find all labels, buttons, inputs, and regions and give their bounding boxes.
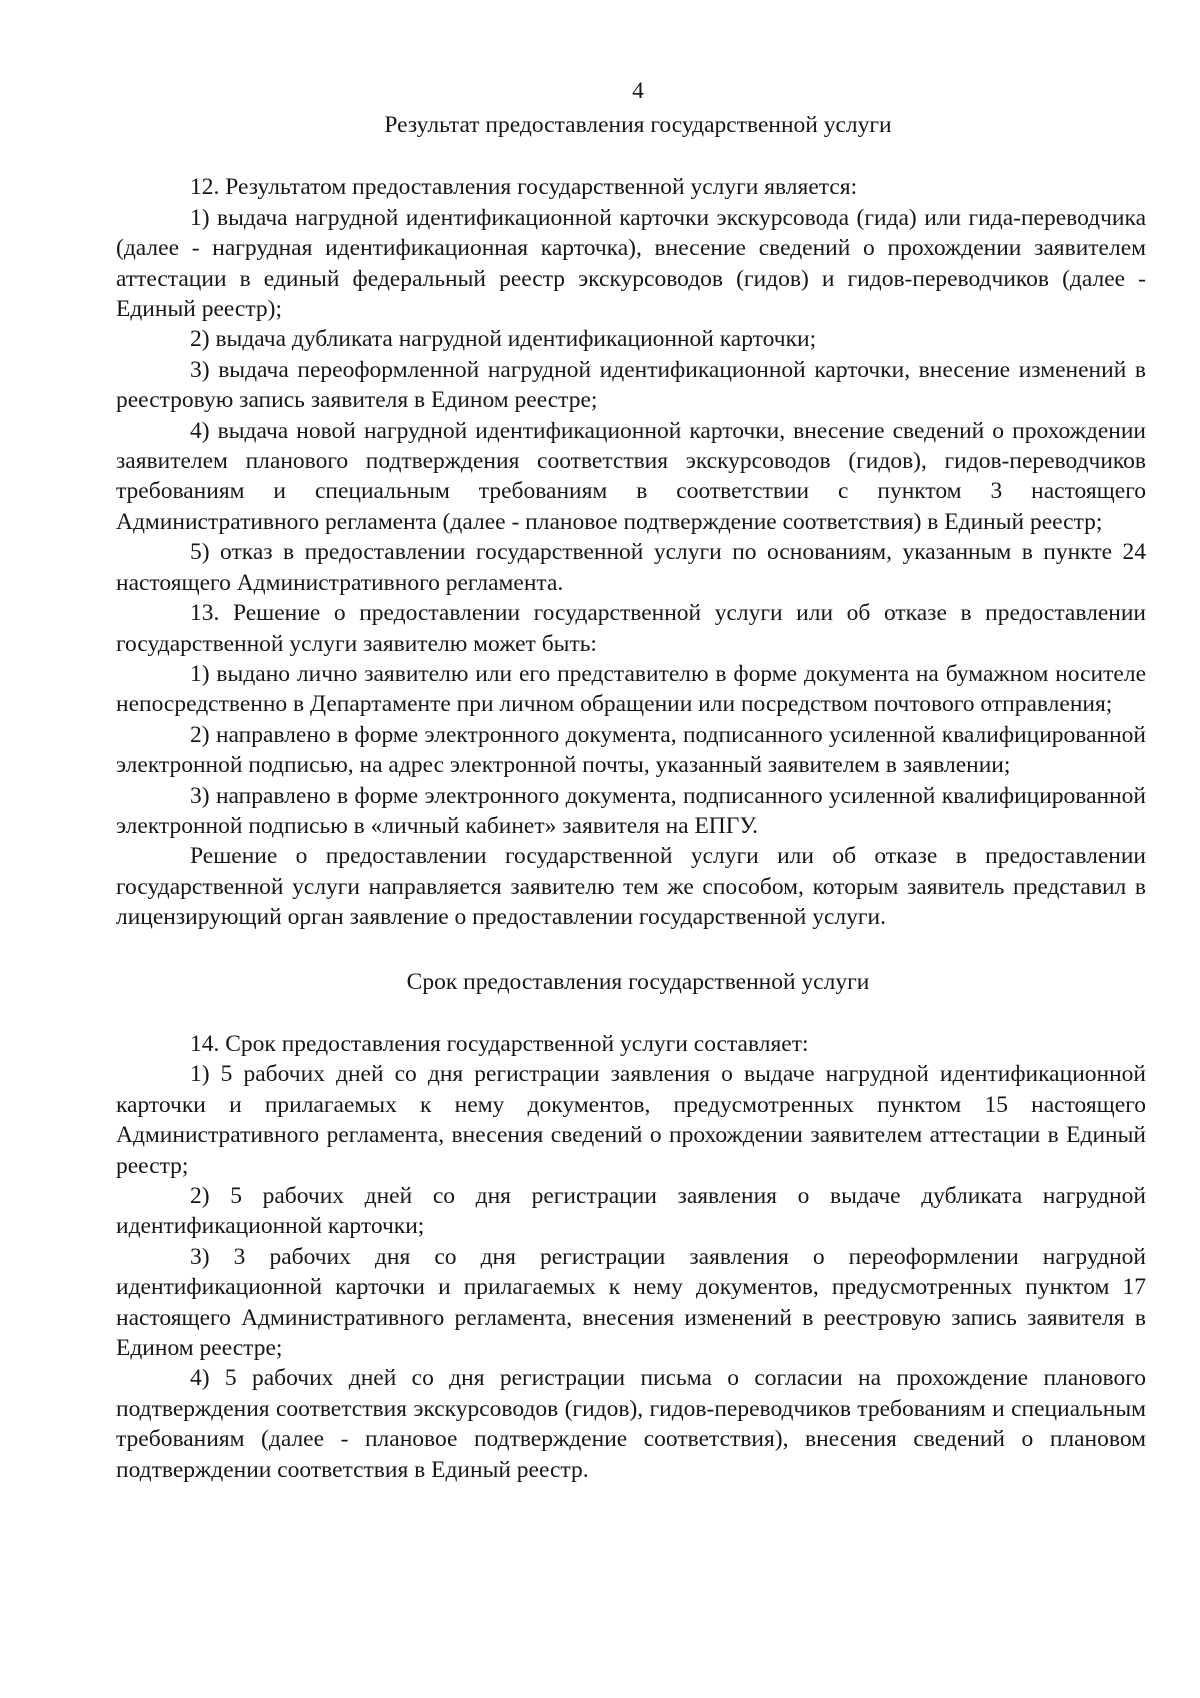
paragraph-14-item-2: 2) 5 рабочих дней со дня регистрации заявления о выдаче дубликата нагрудной идентификационной карточки; — [116, 1183, 1146, 1240]
spacer — [116, 140, 1146, 172]
paragraph-12-item-1: 1) выдача нагрудной идентификационной карточки экскурсовода (гида) или гида-переводчика (далее - нагрудная идентификационная карточка), внесение сведений о прохождении заявителем аттестации в единый федеральный реестр экскурсоводов (гидов) и гидов-переводчиков (далее - Единый реестр); — [116, 204, 1146, 323]
paragraph-14-item-1: 1) 5 рабочих дней со дня регистрации заявления о выдаче нагрудной идентификационной карточки и прилагаемых к нему документов, предусмотренных пунктом 15 настоящего Административного регламента, внесения сведений о прохождении заявителем аттестации в Единый реестр; — [116, 1061, 1146, 1179]
paragraph-13-decision: Решение о предоставлении государственной услуги или об отказе в предоставлении государственной услуги направляется заявителю тем же способом, которым заявитель представил в лицензирующий орган заявление о предоставлении государственной услуги. — [116, 843, 1146, 931]
section-heading-result: Результат предоставления государственной услуги — [384, 112, 892, 138]
paragraph-13-item-1: 1) выдано лично заявителю или его представителю в форме документа на бумажном носителе непосредственно в Департаменте при личном обращении или посредством почтового отправления; — [116, 660, 1146, 718]
spacer — [116, 933, 1146, 967]
paragraph-12-item-5: 5) отказ в предоставлении государственной услуги по основаниям, указанным в пункте 24 настоящего Административного регламента. — [116, 539, 1146, 596]
paragraph-13: 13. Решение о предоставлении государственной услуги или об отказе в предоставлении государственной услуги заявителю может быть: — [116, 600, 1146, 657]
paragraph-14-item-3: 3) 3 рабочих дня со дня регистрации заявления о переоформлении нагрудной идентификационной карточки и прилагаемых к нему документов, предусмотренных пунктом 17 настоящего Административного регламента, внесения изменений в реестровую запись заявителя в Едином реестре; — [116, 1243, 1146, 1362]
paragraph-12-item-2: 2) выдача дубликата нагрудной идентификационной карточки; — [190, 326, 817, 353]
page-number: 4 — [632, 78, 644, 104]
paragraph-14-item-4: 4) 5 рабочих дней со дня регистрации письма о согласии на прохождение планового подтверждения соответствия экскурсоводов (гидов), гидов-переводчиков требованиям и специальным требованиям (далее - плановое подтверждение соответствия), внесения сведений о плановом подтверждении соответствия в Единый реестр. — [116, 1365, 1146, 1483]
document-page — [116, 76, 1146, 1485]
paragraph-12-item-3: 3) выдача переоформленной нагрудной идентификационной карточки, внесение изменений в реестровую запись заявителя в Едином реестре; — [116, 356, 1146, 414]
paragraph-13-item-2: 2) направлено в форме электронного документа, подписанного усиленной квалифицированной электронной подписью, на адрес электронной почты, указанный заявителем в заявлении; — [116, 721, 1146, 779]
paragraph-12-item-4: 4) выдача новой нагрудной идентификационной карточки, внесение сведений о прохождении заявителем планового подтверждения соответствия экскурсоводов (гидов), гидов-переводчиков требованиям и специальным требованиям в соответствии с пунктом 3 настоящего Административного регламента (далее - плановое подтверждение соответствия) в Единый реестр; — [116, 417, 1146, 535]
section-heading-term: Срок предоставления государственной услуги — [406, 968, 870, 995]
paragraph-13-item-3: 3) направлено в форме электронного документа, подписанного усиленной квалифицированной электронной подписью в «личный кабинет» заявителя на ЕПГУ. — [116, 782, 1146, 839]
spacer — [116, 997, 1146, 1029]
paragraph-12: 12. Результатом предоставления государственной услуги является: — [190, 174, 858, 201]
paragraph-14: 14. Срок предоставления государственной услуги составляет: — [190, 1030, 809, 1057]
